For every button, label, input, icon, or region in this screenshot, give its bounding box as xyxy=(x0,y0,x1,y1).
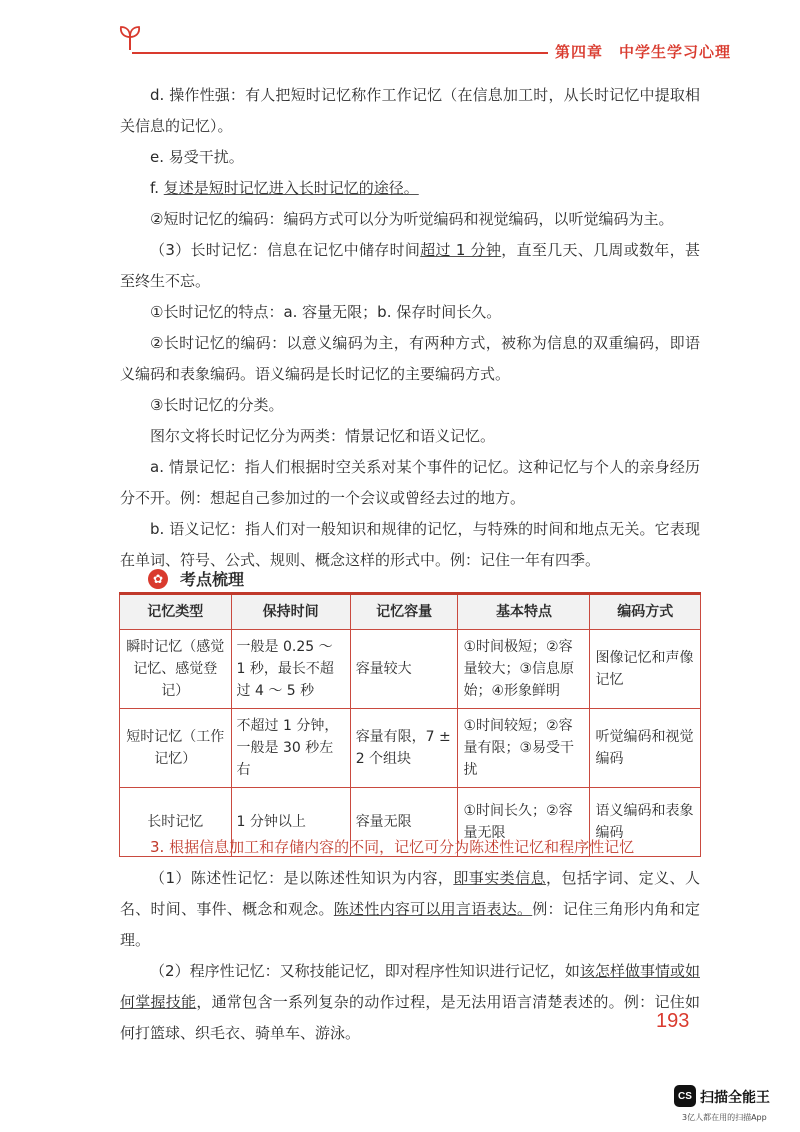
paragraph xyxy=(120,452,700,514)
paragraph xyxy=(120,297,700,328)
text-run: e. 易受干扰。 xyxy=(150,148,244,166)
text-run: 陈述性内容可以用言语表达。 xyxy=(333,900,533,918)
text-run: 该怎样做事情或如何掌握技能 xyxy=(120,962,700,1011)
table-cell: 图像记忆和声像记忆 xyxy=(590,630,701,709)
text-run: d. 操作性强：有人把短时记忆称作工作记忆（在信息加工时，从长时记忆中提取相关信息的记忆）。 xyxy=(120,86,700,135)
paragraph xyxy=(120,832,700,863)
text-run: （3）长时记忆：信息在记忆中储存时间 xyxy=(150,241,421,259)
text-run: （2）程序性记忆：又称技能记忆，即对程序性知识进行记忆，如 xyxy=(150,962,580,980)
watermark-name: 扫描全能王 xyxy=(700,1090,770,1106)
table-cell: 听觉编码和视觉编码 xyxy=(590,709,701,788)
cs-logo-icon: CS xyxy=(674,1085,696,1107)
table-cell: 容量有限，7 ± 2 个组块 xyxy=(350,709,458,788)
table-cell: 语义编码和表象编码 xyxy=(590,788,701,857)
table-row xyxy=(120,630,701,709)
table-cell: 容量无限 xyxy=(350,788,458,857)
body-text-bottom xyxy=(120,832,700,1049)
table-header-cell: 记忆类型 xyxy=(120,594,232,630)
text-run: f. xyxy=(150,179,164,197)
paragraph xyxy=(120,235,700,297)
memory-types-table xyxy=(119,592,701,857)
text-run: ，直至几天、几周或数年，甚至终生不忘。 xyxy=(120,241,700,290)
table-cell: 一般是 0.25 ～ 1 秒，最长不超过 4 ～ 5 秒 xyxy=(231,630,350,709)
scanner-watermark xyxy=(674,1085,794,1127)
section-heading xyxy=(148,567,244,590)
paragraph xyxy=(120,390,700,421)
chapter-title: 第四章 中学生学习心理 xyxy=(555,43,732,61)
table-cell: 不超过 1 分钟，一般是 30 秒左右 xyxy=(231,709,350,788)
paragraph xyxy=(120,80,700,142)
table-cell: ①时间极短；②容量较大；③信息原始；④形象鲜明 xyxy=(458,630,590,709)
table-header-row xyxy=(120,594,701,630)
text-run: （1）陈述性记忆：是以陈述性知识为内容， xyxy=(150,869,454,887)
table-header-cell: 编码方式 xyxy=(590,594,701,630)
table-cell: 1 分钟以上 xyxy=(231,788,350,857)
section-label: 考点梳理 xyxy=(180,570,245,589)
text-run: ①长时记忆的特点：a. 容量无限；b. 保存时间长久。 xyxy=(150,303,502,321)
paragraph xyxy=(120,863,700,956)
paragraph xyxy=(120,204,700,235)
table-cell: 容量较大 xyxy=(350,630,458,709)
text-run: ②短时记忆的编码：编码方式可以分为听觉编码和视觉编码，以听觉编码为主。 xyxy=(150,210,674,228)
text-run: ，通常包含一系列复杂的动作过程，是无法用语言清楚表述的。例：记住如何打篮球、织毛衣、骑单车、游泳。 xyxy=(120,993,700,1042)
paragraph xyxy=(120,142,700,173)
table-header-cell: 基本特点 xyxy=(458,594,590,630)
text-run: 复述是短时记忆进入长时记忆的途径。 xyxy=(163,179,419,197)
sprout-icon xyxy=(118,22,142,50)
text-run: 超过 1 分钟 xyxy=(420,241,502,259)
watermark-tagline: 3亿人都在用的扫描App xyxy=(682,1113,767,1122)
text-run: 即事实类信息 xyxy=(453,869,547,887)
text-run: 3. 根据信息加工和存储内容的不同，记忆可分为陈述性记忆和程序性记忆 xyxy=(150,838,635,856)
table-cell: ①时间长久；②容量无限 xyxy=(458,788,590,857)
table-cell: 长时记忆 xyxy=(120,788,232,857)
table-cell: ①时间较短；②容量有限；③易受干扰 xyxy=(458,709,590,788)
paragraph xyxy=(120,956,700,1049)
header-rule xyxy=(132,52,548,54)
page-number: 193 xyxy=(656,1010,690,1032)
text-run: 例：记住三角形内角和定理。 xyxy=(120,900,700,949)
flower-icon: ✿ xyxy=(148,569,168,589)
table-cell: 短时记忆（工作记忆） xyxy=(120,709,232,788)
text-run: 图尔文将长时记忆分为两类：情景记忆和语义记忆。 xyxy=(150,427,496,445)
text-run: b. 语义记忆：指人们对一般知识和规律的记忆，与特殊的时间和地点无关。它表现在单词、符号、公式、规则、概念这样的形式中。例：记住一年有四季。 xyxy=(120,520,700,569)
paragraph xyxy=(120,328,700,390)
text-run: ②长时记忆的编码：以意义编码为主，有两种方式，被称为信息的双重编码，即语义编码和表象编码。语义编码是长时记忆的主要编码方式。 xyxy=(120,334,700,383)
table-header-cell: 保持时间 xyxy=(231,594,350,630)
table-cell: 瞬时记忆（感觉记忆、感觉登记） xyxy=(120,630,232,709)
page-header xyxy=(0,0,800,70)
text-run: a. 情景记忆：指人们根据时空关系对某个事件的记忆。这种记忆与个人的亲身经历分不开。例：想起自己参加过的一个会议或曾经去过的地方。 xyxy=(120,458,700,507)
table-header-cell: 记忆容量 xyxy=(350,594,458,630)
table-row xyxy=(120,709,701,788)
text-run: ③长时记忆的分类。 xyxy=(150,396,284,414)
paragraph xyxy=(120,173,700,204)
text-run: ，包括字词、定义、人名、时间、事件、概念和观念。 xyxy=(120,869,700,918)
body-text-top xyxy=(120,80,700,576)
paragraph xyxy=(120,421,700,452)
